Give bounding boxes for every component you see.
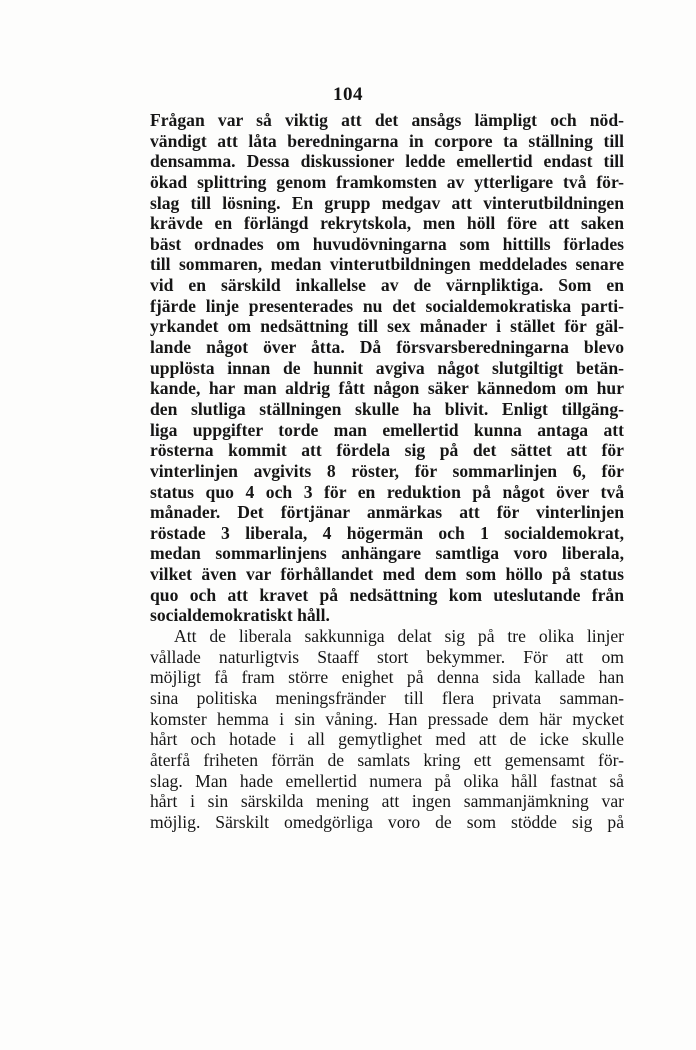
- text-line: vid en särskild inkallelse av de värnpliktiga. Som en: [150, 275, 624, 296]
- text-line: vinterlinjen avgivits 8 röster, för sommarlinjen 6, för: [150, 460, 624, 481]
- text-line: medan sommarlinjens anhängare samtliga voro liberala,: [150, 543, 624, 564]
- text-line: ökad splittring genom framkomsten av ytterligare två för-: [150, 171, 624, 192]
- text-line: slag. Man hade emellertid numera på olika håll fastnat så: [150, 770, 624, 791]
- text-line: Att de liberala sakkunniga delat sig på tre olika linjer: [174, 626, 624, 647]
- text-line: upplösta innan de hunnit avgiva något slutgiltigt betän-: [150, 357, 624, 378]
- text-line: möjligt få fram större enighet på denna sida kallade han: [150, 667, 624, 688]
- text-line: kande, har man aldrig fått någon säker kännedom om hur: [150, 378, 624, 399]
- paragraph: [150, 110, 624, 626]
- text-line: sina politiska meningsfränder till flera privata samman-: [150, 687, 624, 708]
- text-line: liga uppgifter torde man emellertid kunna antaga att: [150, 419, 624, 440]
- text-line: slag till lösning. En grupp medgav att vinterutbildningen: [150, 192, 624, 213]
- text-line: lande något över åtta. Då försvarsberedningarna blevo: [150, 337, 624, 358]
- text-line: densamma. Dessa diskussioner ledde emellertid endast till: [150, 151, 624, 172]
- text-line: status quo 4 och 3 för en reduktion på något över två: [150, 481, 624, 502]
- text-line: krävde en förlängd rekrytskola, men höll före att saken: [150, 213, 624, 234]
- text-line: den slutliga ställningen skulle ha blivit. Enligt tillgäng-: [150, 398, 624, 419]
- text-line: återfå friheten förrän de samlats kring ett gemensamt för-: [150, 749, 624, 770]
- text-line: vilket även var förhållandet med dem som höllo på status: [150, 564, 624, 585]
- text-line: socialdemokratiskt håll.: [150, 605, 330, 626]
- text-line: vändigt att låta beredningarna in corpore ta ställning till: [150, 130, 624, 151]
- paragraph: [150, 626, 624, 832]
- text-line: komster hemma i sin våning. Han pressade dem här mycket: [150, 708, 624, 729]
- text-line: röstade 3 liberala, 4 högermän och 1 socialdemokrat,: [150, 522, 624, 543]
- text-line: bäst ordnades om huvudövningarna som hittills förlades: [150, 233, 624, 254]
- text-line: till sommaren, medan vinterutbildningen meddelades senare: [150, 254, 624, 275]
- text-line: quo och att kravet på nedsättning kom uteslutande från: [150, 584, 624, 605]
- text-line: fjärde linje presenterades nu det socialdemokratiska parti-: [150, 295, 624, 316]
- text-line: yrkandet om nedsättning till sex månader i stället för gäl-: [150, 316, 624, 337]
- text-line: månader. Det förtjänar anmärkas att för vinterlinjen: [150, 502, 624, 523]
- text-line: hårt i sin särskilda mening att ingen sammanjämkning var: [150, 791, 624, 812]
- text-line: vållade naturligtvis Staaff stort bekymmer. För att om: [150, 646, 624, 667]
- text-line: Frågan var så viktig att det ansågs lämpligt och nöd-: [150, 110, 624, 130]
- page-number: 104: [333, 84, 363, 105]
- body-text: [150, 110, 624, 832]
- text-line: hårt och hotade i all gemytlighet med att de icke skulle: [150, 729, 624, 750]
- text-line: rösterna kommit att fördela sig på det sättet att för: [150, 440, 624, 461]
- text-line: möjlig. Särskilt omedgörliga voro de som stödde sig på: [150, 811, 624, 832]
